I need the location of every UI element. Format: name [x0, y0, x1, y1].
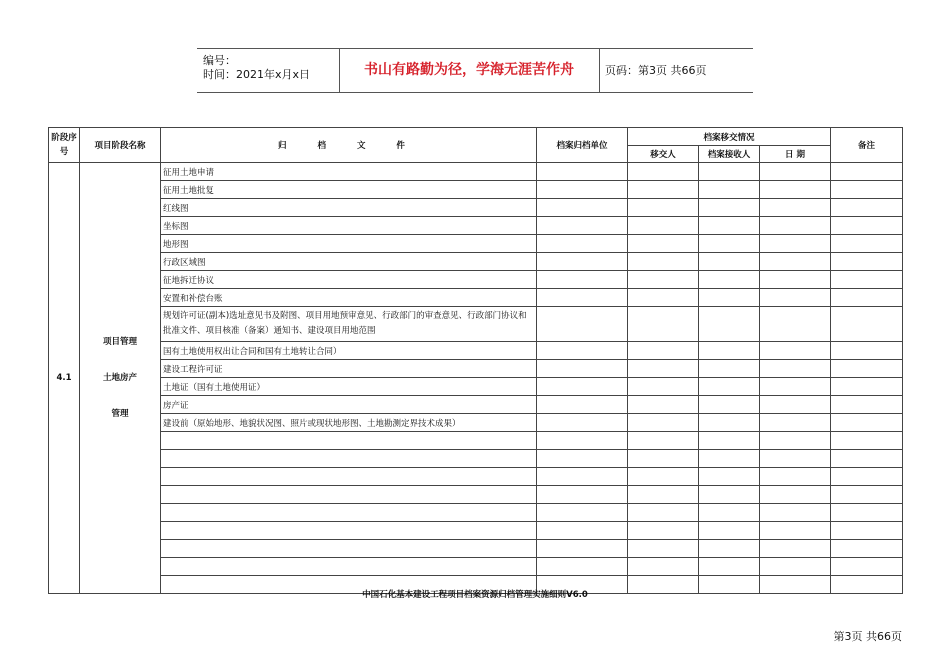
transferer-cell: [628, 181, 699, 199]
table-row: [49, 199, 903, 217]
receiver-cell: [699, 163, 760, 181]
transferer-cell: [628, 414, 699, 432]
receiver-cell: [699, 199, 760, 217]
receiver-cell: [699, 540, 760, 558]
file-cell: 房产证: [161, 396, 537, 414]
remark-cell: [831, 540, 903, 558]
unit-cell: [537, 522, 628, 540]
receiver-cell: [699, 253, 760, 271]
remark-cell: [831, 181, 903, 199]
transferer-cell: [628, 540, 699, 558]
header-remark: 备注: [831, 128, 903, 163]
table-row: [49, 522, 903, 540]
receiver-cell: [699, 450, 760, 468]
stage-name-line: 项目管理: [102, 337, 137, 347]
file-cell: [161, 450, 537, 468]
archive-table: [48, 127, 903, 594]
file-cell: [161, 468, 537, 486]
remark-cell: [831, 522, 903, 540]
date-cell: [760, 360, 831, 378]
header-row: [49, 128, 903, 146]
file-cell: 规划许可证(副本)选址意见书及附图、项目用地预审意见、行政部门的审查意见、行政部门协议和批准文件、项目核准（备案）通知书、建设项目用地范围: [161, 307, 537, 342]
date-cell: [760, 199, 831, 217]
file-cell: 地形图: [161, 235, 537, 253]
table-row: [49, 360, 903, 378]
file-cell: [161, 432, 537, 450]
file-cell: 建设工程许可证: [161, 360, 537, 378]
stage-no-cell: 4.1: [49, 163, 80, 594]
page-footer: 第3页 共66页: [833, 630, 902, 643]
header-receiver: 档案接收人: [699, 146, 760, 163]
unit-cell: [537, 396, 628, 414]
date-cell: [760, 253, 831, 271]
stage-name-cell: [80, 163, 161, 594]
remark-cell: [831, 558, 903, 576]
unit-cell: [537, 432, 628, 450]
transferer-cell: [628, 253, 699, 271]
unit-cell: [537, 289, 628, 307]
file-cell: 安置和补偿台账: [161, 289, 537, 307]
table-row: [49, 163, 903, 181]
header-unit: 档案归档单位: [537, 128, 628, 163]
header-meta: [197, 49, 340, 92]
date-cell: [760, 378, 831, 396]
date-cell: [760, 342, 831, 360]
table-row: [49, 558, 903, 576]
remark-cell: [831, 468, 903, 486]
date-cell: [760, 181, 831, 199]
file-cell: 土地证（国有土地使用证）: [161, 378, 537, 396]
header-transferer: 移交人: [628, 146, 699, 163]
unit-cell: [537, 271, 628, 289]
transferer-cell: [628, 289, 699, 307]
table-row: [49, 540, 903, 558]
remark-cell: [831, 217, 903, 235]
receiver-cell: [699, 396, 760, 414]
remark-cell: [831, 378, 903, 396]
table-row: [49, 504, 903, 522]
table-row: [49, 289, 903, 307]
date-cell: [760, 522, 831, 540]
transferer-cell: [628, 468, 699, 486]
remark-cell: [831, 199, 903, 217]
transferer-cell: [628, 163, 699, 181]
page-header: [197, 48, 753, 93]
receiver-cell: [699, 504, 760, 522]
remark-cell: [831, 450, 903, 468]
table-row: [49, 468, 903, 486]
file-cell: [161, 486, 537, 504]
file-cell: [161, 558, 537, 576]
receiver-cell: [699, 360, 760, 378]
date-cell: [760, 450, 831, 468]
transferer-cell: [628, 486, 699, 504]
table-row: [49, 450, 903, 468]
date-cell: [760, 414, 831, 432]
receiver-cell: [699, 235, 760, 253]
table-row: [49, 235, 903, 253]
table-row: [49, 342, 903, 360]
unit-cell: [537, 486, 628, 504]
date-cell: [760, 271, 831, 289]
remark-cell: [831, 396, 903, 414]
transferer-cell: [628, 558, 699, 576]
unit-cell: [537, 468, 628, 486]
date-cell: [760, 558, 831, 576]
table-row: [49, 486, 903, 504]
date-cell: [760, 289, 831, 307]
date-cell: [760, 486, 831, 504]
stage-name-line: 管理: [111, 409, 129, 419]
remark-cell: [831, 342, 903, 360]
receiver-cell: [699, 181, 760, 199]
unit-cell: [537, 558, 628, 576]
date-cell: [760, 235, 831, 253]
header-files: 归 档 文 件: [161, 128, 537, 163]
date-cell: [760, 504, 831, 522]
file-cell: 国有土地使用权出让合同和国有土地转让合同）: [161, 342, 537, 360]
table-row: [49, 253, 903, 271]
date-cell: [760, 217, 831, 235]
transferer-cell: [628, 307, 699, 342]
receiver-cell: [699, 307, 760, 342]
file-cell: 坐标图: [161, 217, 537, 235]
remark-cell: [831, 414, 903, 432]
transferer-cell: [628, 504, 699, 522]
receiver-cell: [699, 558, 760, 576]
transferer-cell: [628, 396, 699, 414]
remark-cell: [831, 235, 903, 253]
header-motto: 书山有路勤为径，学海无涯苦作舟: [339, 49, 600, 92]
table-row: [49, 217, 903, 235]
receiver-cell: [699, 378, 760, 396]
transferer-cell: [628, 217, 699, 235]
unit-cell: [537, 360, 628, 378]
file-cell: [161, 504, 537, 522]
time-label: 时间：2021年x月x日: [203, 68, 311, 81]
date-cell: [760, 163, 831, 181]
transferer-cell: [628, 450, 699, 468]
table-row: [49, 181, 903, 199]
date-cell: [760, 540, 831, 558]
unit-cell: [537, 217, 628, 235]
receiver-cell: [699, 486, 760, 504]
stage-name-line: 土地房产: [102, 373, 137, 383]
transferer-cell: [628, 235, 699, 253]
receiver-cell: [699, 432, 760, 450]
header-stage-no: 阶段序号: [49, 128, 80, 163]
date-cell: [760, 468, 831, 486]
table-row: [49, 271, 903, 289]
file-cell: 征用土地申请: [161, 163, 537, 181]
unit-cell: [537, 181, 628, 199]
date-cell: [760, 432, 831, 450]
unit-cell: [537, 414, 628, 432]
document-footer: 中国石化基本建设工程项目档案资源归档管理实施细则V6.0: [362, 590, 588, 600]
header-transfer: 档案移交情况: [628, 128, 831, 146]
remark-cell: [831, 432, 903, 450]
unit-cell: [537, 307, 628, 342]
table-row: [49, 307, 903, 342]
date-cell: [760, 307, 831, 342]
unit-cell: [537, 235, 628, 253]
remark-cell: [831, 271, 903, 289]
file-cell: 红线图: [161, 199, 537, 217]
remark-cell: [831, 163, 903, 181]
header-page-code: 页码：第3页 共66页: [605, 64, 707, 77]
transferer-cell: [628, 360, 699, 378]
table-row: [49, 396, 903, 414]
remark-cell: [831, 504, 903, 522]
transferer-cell: [628, 522, 699, 540]
transferer-cell: [628, 199, 699, 217]
remark-cell: [831, 307, 903, 342]
unit-cell: [537, 163, 628, 181]
header-date: 日 期: [760, 146, 831, 163]
receiver-cell: [699, 271, 760, 289]
table-row: [49, 378, 903, 396]
remark-cell: [831, 289, 903, 307]
receiver-cell: [699, 342, 760, 360]
unit-cell: [537, 504, 628, 522]
unit-cell: [537, 253, 628, 271]
remark-cell: [831, 486, 903, 504]
remark-cell: [831, 360, 903, 378]
table-row: [49, 432, 903, 450]
receiver-cell: [699, 414, 760, 432]
unit-cell: [537, 378, 628, 396]
file-cell: 建设前（原始地形、地貌状况图、照片或现状地形图、土地勘测定界技术成果）: [161, 414, 537, 432]
date-cell: [760, 396, 831, 414]
receiver-cell: [699, 217, 760, 235]
unit-cell: [537, 450, 628, 468]
receiver-cell: [699, 289, 760, 307]
file-cell: [161, 522, 537, 540]
transferer-cell: [628, 432, 699, 450]
file-cell: [161, 540, 537, 558]
unit-cell: [537, 540, 628, 558]
unit-cell: [537, 342, 628, 360]
transferer-cell: [628, 378, 699, 396]
file-cell: 征用土地批复: [161, 181, 537, 199]
unit-cell: [537, 199, 628, 217]
receiver-cell: [699, 522, 760, 540]
file-cell: 征地拆迁协议: [161, 271, 537, 289]
transferer-cell: [628, 271, 699, 289]
receiver-cell: [699, 468, 760, 486]
table-row: [49, 414, 903, 432]
number-label: 编号：: [203, 54, 236, 67]
header-stage-name: 项目阶段名称: [80, 128, 161, 163]
transferer-cell: [628, 342, 699, 360]
file-cell: 行政区域图: [161, 253, 537, 271]
remark-cell: [831, 253, 903, 271]
